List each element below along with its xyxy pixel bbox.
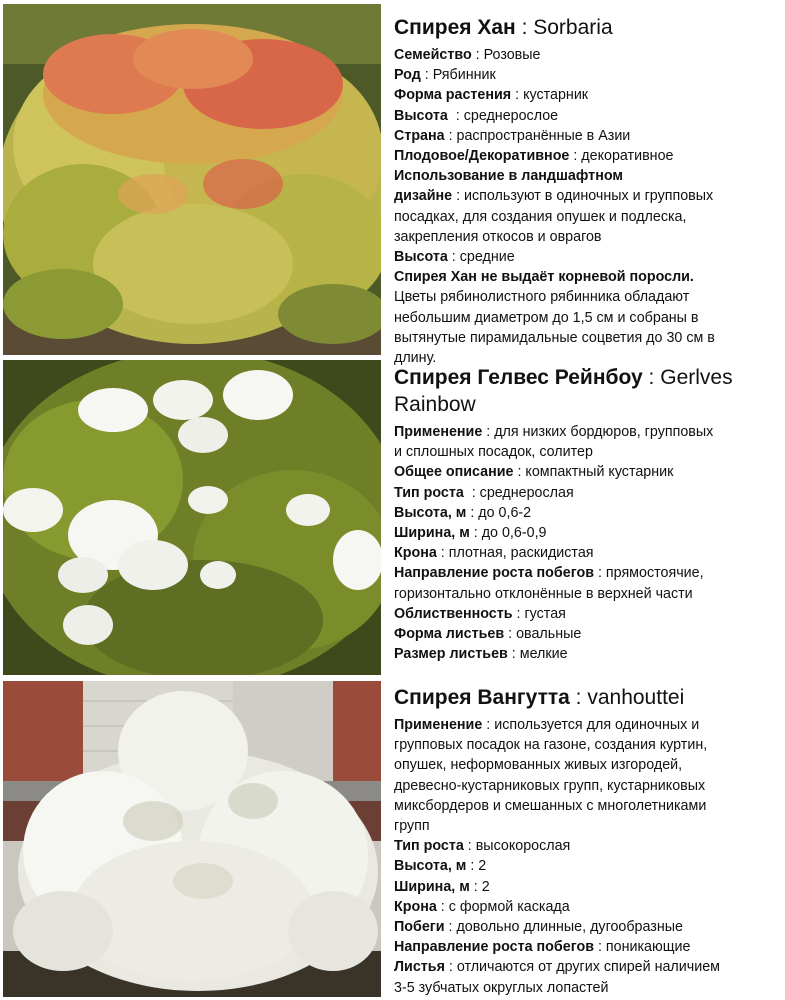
plant-attribute-line [394,166,779,186]
photo-spirea-vangutta [3,681,381,997]
attribute-value: закрепления откосов и оврагов [394,228,602,245]
attribute-separator: : [469,525,482,542]
attribute-value: прямостоячие, [605,565,704,582]
attribute-key: Высота [394,249,448,266]
attribute-key: Направление роста побегов [394,939,594,956]
attribute-value: групповых посадок на газоне, создания куртин, [394,737,708,754]
plant-attribute-line [394,816,779,836]
plant-attribute-line [394,584,779,604]
attribute-value: высокорослая [475,838,571,855]
plant-attribute-line [394,735,779,755]
plant-attribute-line [394,836,779,856]
photo-spirea-gelves-rainbow [3,360,381,675]
attribute-value: овальные [516,626,582,643]
attribute-key: Применение [394,424,483,440]
attribute-key: Общее описание [394,464,514,481]
attribute-value: 2 [478,858,487,875]
photo-spirea-vangutta-image [3,681,381,997]
attribute-key: Ширина, м [394,878,470,895]
attribute-separator: : [569,148,582,165]
attribute-value: групп [394,818,430,835]
attribute-value: горизонтально отклонённые в верхней части [394,585,693,602]
attribute-separator: : [436,898,449,915]
attribute-separator: : [463,838,476,855]
plant-attribute-line [394,755,779,775]
attribute-value: древесно-кустарниковых групп, кустарниковых [394,777,706,794]
plant-attribute-line [394,422,779,442]
attribute-value: для низких бордюров, групповых [494,424,714,440]
attribute-value: кустарник [523,87,589,104]
attribute-key: Высота, м [394,858,467,875]
attribute-key: Высота, м [394,504,467,521]
attribute-separator: : [482,717,495,733]
attribute-value: 2 [481,878,490,895]
attribute-key: Облиственность [394,605,513,622]
photo-spirea-gelves-rainbow-image [3,360,381,675]
attribute-separator: : [511,87,524,104]
attribute-key: Высота [394,107,448,124]
plant-attribute-line [394,543,779,563]
attribute-separator: : [469,878,482,895]
attribute-key: Форма растения [394,87,512,104]
attribute-key: Ширина, м [394,525,470,542]
attribute-separator: : [593,939,606,956]
plant-attribute-line [394,442,779,462]
plant-attribute-line [394,877,779,897]
plant-title: Спирея Вангутта : vanhouttei [394,686,685,709]
attribute-key: Направление роста побегов [394,565,594,582]
plant-card-vangutta [394,684,779,998]
plant-attribute-line [394,978,779,998]
attribute-value: компактный кустарник [525,464,674,481]
attribute-value: используется для одиночных и [494,717,700,733]
plant-note-line: длину. [394,350,437,367]
attribute-separator: : [463,484,480,501]
attribute-separator: : [593,565,606,582]
plant-attribute-line [394,796,779,816]
attribute-separator: : [444,919,457,936]
plant-attribute-line [394,45,779,65]
plant-attribute-line [394,937,779,957]
plant-attribute-line [394,146,779,166]
attribute-separator: : [444,127,457,144]
attribute-key: Побеги [394,919,445,936]
plant-attribute-line [394,644,779,664]
attribute-separator: : [420,67,433,84]
attribute-key: Тип роста [394,484,464,501]
attribute-value: Рябинник [432,67,496,84]
attribute-value: посадках, для создания опушек и подлеска, [394,208,687,225]
attribute-key: Род [394,67,421,84]
plant-attribute-line [394,715,779,735]
plant-attribute-line [394,604,779,624]
attribute-value: 3-5 зубчатых округлых лопастей [394,979,609,996]
attribute-separator: : [447,107,464,124]
attribute-key: Использование в ландшафтном [394,168,623,185]
photo-spirea-khan-image [3,4,381,355]
attribute-value: среднерослая [479,484,574,501]
plant-note-bold: Спирея Хан не выдаёт корневой поросли. [394,269,694,286]
attribute-value: густая [524,605,566,622]
attribute-value: довольно длинные, дугообразные [456,919,683,936]
attribute-key: Применение [394,717,483,733]
plant-attribute-line [394,523,779,543]
attribute-value: и сплошных посадок, солитер [394,444,593,461]
plant-attribute-line [394,247,779,267]
attribute-value: плотная, раскидистая [448,545,594,562]
plant-attribute-line [394,65,779,85]
plant-attribute-line [394,483,779,503]
plant-note-line: Цветы рябинолистного рябинника обладают [394,289,690,306]
attribute-value: миксбордеров и смешанных с многолетниками [394,797,707,814]
attribute-key: Крона [394,898,437,915]
attribute-value: используют в одиночных и групповых [464,188,714,205]
attribute-key: Семейство [394,47,472,63]
plant-attribute-line [394,957,779,977]
plant-title: Спирея Хан : Sorbaria [394,16,613,39]
attribute-value: отличаются от других спирей наличием [456,959,720,976]
attribute-separator: : [447,249,460,266]
plant-attribute-line [394,624,779,644]
attribute-value: декоративное [581,148,674,165]
attribute-value: опушек, неформованных живых изгородей, [394,757,683,774]
plant-attribute-line [394,126,779,146]
plant-attribute-line [394,462,779,482]
attribute-value: до 0,6-2 [478,504,532,521]
attribute-key: дизайне [394,188,453,205]
plant-note-line: небольшим диаметром до 1,5 см и собраны в [394,309,699,326]
attribute-separator: : [444,959,457,976]
photo-spirea-khan [3,4,381,355]
plant-attribute-line [394,776,779,796]
attribute-separator: : [466,858,479,875]
attribute-key: Страна [394,127,445,144]
plant-note-line: вытянутые пирамидальные соцветия до 30 см в [394,329,715,346]
attribute-key: Размер листьев [394,646,508,663]
plant-attribute-line [394,186,779,206]
plant-attribute-line [394,85,779,105]
attribute-separator: : [507,646,520,663]
attribute-key: Плодовое/Декоративное [394,148,570,165]
attribute-key: Листья [394,959,445,976]
attribute-key: Тип роста [394,838,464,855]
plant-card-khan [394,14,779,368]
attribute-value: с формой каскада [448,898,570,915]
plant-attribute-line [394,227,779,247]
attribute-value: поникающие [605,939,691,956]
attribute-separator: : [452,188,465,205]
plant-title: Спирея Гелвес Рейнбоу : Gerlves Rainbow [394,366,733,416]
plant-attribute-line [394,917,779,937]
plant-attribute-line [394,106,779,126]
attribute-value: распространённые в Азии [456,127,631,144]
attribute-separator: : [512,605,525,622]
attribute-key: Крона [394,545,437,562]
attribute-separator: : [504,626,517,643]
attribute-value: до 0,6-0,9 [481,525,547,542]
attribute-value: среднерослое [463,107,559,124]
plant-attribute-line [394,897,779,917]
attribute-value: средние [459,249,515,266]
attribute-separator: : [482,424,495,440]
plant-attribute-line [394,503,779,523]
attribute-value: мелкие [519,646,568,663]
plant-attribute-line [394,207,779,227]
attribute-separator: : [471,47,484,63]
attribute-value: Розовые [483,47,541,63]
attribute-key: Форма листьев [394,626,505,643]
plant-card-gelves-rainbow [394,364,779,664]
attribute-separator: : [466,504,479,521]
attribute-separator: : [513,464,526,481]
plant-attribute-line [394,563,779,583]
plant-attribute-line [394,856,779,876]
attribute-separator: : [436,545,449,562]
